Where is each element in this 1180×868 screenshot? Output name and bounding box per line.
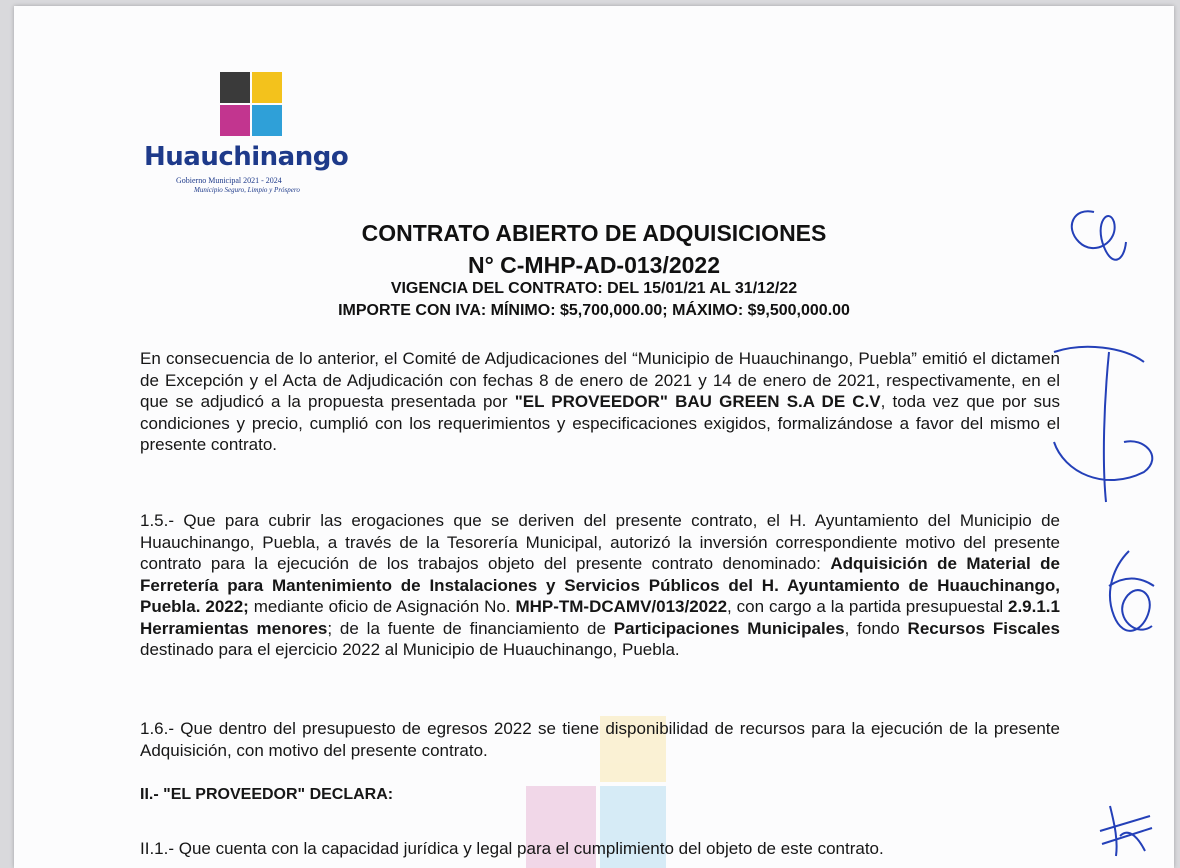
paragraph-award: En consecuencia de lo anterior, el Comité de Adjudicaciones del “Municipio de Huauchinango, Puebla” emitió el dictamen de Excepción y el Acta de Adjudicación con fechas 8 de enero de 2021 y 14 de enero de 2021, respectivamente, en el que se adjudicó a la propuesta presentada por "EL PROVEEDOR" BAU GREEN S.A DE C.V, toda vez que por sus condiciones y precio, cumplió con los requerimientos y especificaciones exigidos, formalizándose a favor del mismo el presente contrato. [140, 349, 1060, 454]
tower-tile [220, 72, 250, 103]
contract-title: CONTRATO ABIERTO DE ADQUISICIONES [361, 220, 827, 246]
signature-bottom-icon [1090, 796, 1160, 866]
document-page [14, 6, 1174, 868]
coat-of-arms-icon [220, 72, 282, 138]
contract-amount: IMPORTE CON IVA: MÍNIMO: $5,700,000.00; MÁXIMO: $9,500,000.00 [338, 302, 850, 319]
contract-number: N° C-MHP-AD-013/2022 [467, 252, 721, 278]
contract-validity: VIGENCIA DEL CONTRATO: DEL 15/01/21 AL 31/12/22 [390, 280, 798, 297]
municipal-logo [144, 72, 384, 212]
logo-slogan: Municipio Seguro, Limpio y Próspero [194, 186, 300, 194]
logo-brand: Huauchinango [144, 142, 349, 172]
signature-top-icon [1034, 202, 1174, 522]
flower-tile [220, 105, 250, 136]
section-heading-provider: II.- "EL PROVEEDOR" DECLARA: [140, 786, 394, 803]
globe-tile [252, 105, 282, 136]
paragraph-1-6: 1.6.- Que dentro del presupuesto de egresos 2022 se tiene disponibilidad de recursos para la ejecución de la presente Adquisición, con motivo del presente contrato. [140, 719, 1060, 760]
paragraph-2-1: II.1.- Que cuenta con la capacidad jurídica y legal para el cumplimiento del objeto de este contrato. [140, 839, 884, 858]
lion-tile [252, 72, 282, 103]
signature-middle-icon [1094, 546, 1164, 656]
logo-subtitle: Gobierno Municipal 2021 - 2024 [176, 176, 282, 185]
paragraph-1-5: 1.5.- Que para cubrir las erogaciones que se deriven del presente contrato, el H. Ayuntamiento del Municipio de Huauchinango, Puebla, a través de la Tesorería Municipal, autorizó la inversión correspondiente motivo del presente contrato para la ejecución de los trabajos objeto del presente contrato denominado: Adquisición de Material de Ferretería para Mantenimiento de Instalaciones y Servicios Públicos del H. Ayuntamiento de Huauchinango, Puebla. 2022; mediante oficio de Asignación No. MHP-TM-DCAMV/013/2022, con cargo a la partida presupuestal 2.9.1.1 Herramientas menores; de la fuente de financiamiento de Participaciones Municipales, fondo Recursos Fiscales destinado para el ejercicio 2022 al Municipio de Huauchinango, Puebla. [140, 511, 1061, 659]
